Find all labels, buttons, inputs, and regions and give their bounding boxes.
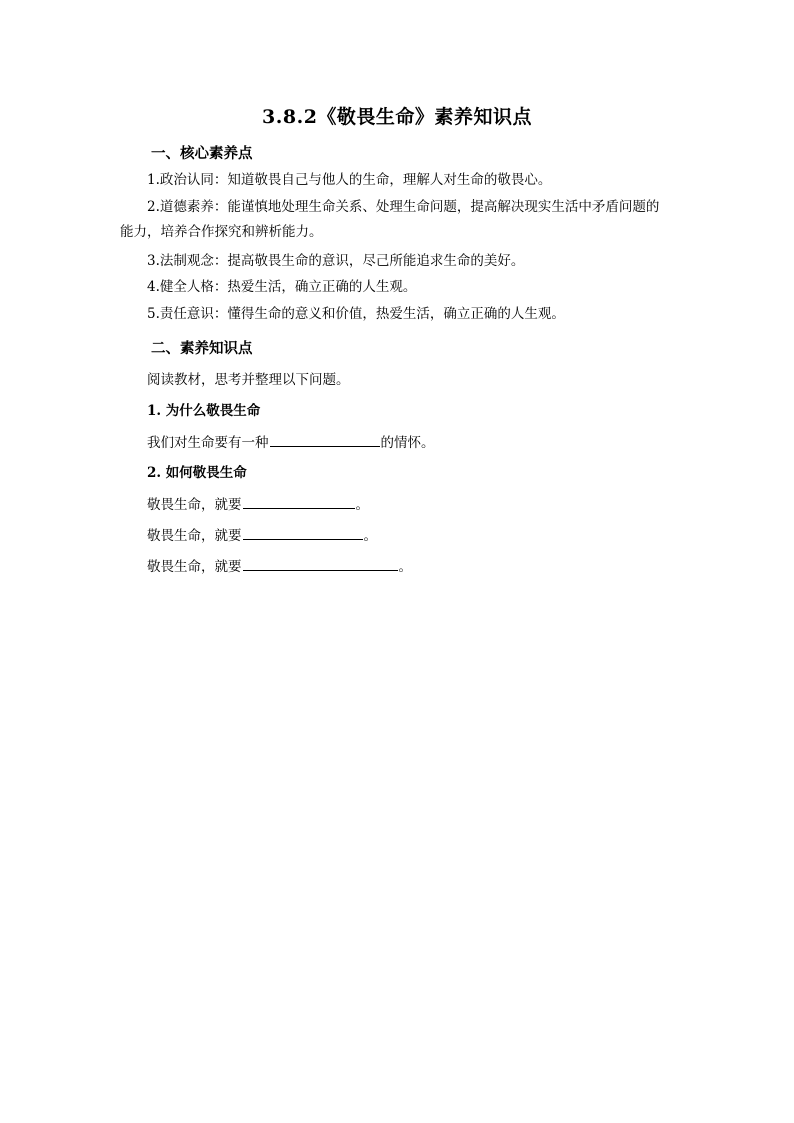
- question-heading-why: 1. 为什么敬畏生命: [147, 403, 261, 419]
- answer-blank[interactable]: [243, 525, 363, 540]
- fill-blank-suffix: 。: [363, 528, 377, 544]
- fill-blank-suffix: 。: [398, 559, 412, 575]
- answer-blank[interactable]: [243, 556, 398, 571]
- answer-blank[interactable]: [243, 494, 355, 509]
- literacy-item-moral: 2.道德素养：能谨慎地处理生命关系、处理生命问题，提高解决现实生活中矛盾问题的: [147, 199, 660, 215]
- fill-blank-line-how-1: [147, 494, 369, 515]
- section-heading-core-literacy: 一、核心素养点: [151, 145, 253, 162]
- section-heading-knowledge-points: 二、素养知识点: [151, 340, 253, 357]
- reading-instruction: 阅读教材，思考并整理以下问题。: [147, 372, 350, 388]
- fill-blank-suffix: 的情怀。: [380, 435, 435, 451]
- literacy-item-personality: 4.健全人格：热爱生活，确立正确的人生观。: [147, 279, 417, 295]
- fill-blank-line-how-2: [147, 525, 377, 546]
- answer-blank[interactable]: [270, 432, 380, 447]
- literacy-item-moral-continued: 能力，培养合作探究和辨析能力。: [120, 224, 323, 240]
- literacy-item-responsibility: 5.责任意识：懂得生命的意义和价值，热爱生活，确立正确的人生观。: [147, 306, 565, 322]
- fill-blank-line-why: [147, 432, 435, 453]
- fill-blank-line-how-3: [147, 556, 412, 577]
- page-title: 3.8.2《敬畏生命》素养知识点: [262, 106, 532, 128]
- fill-blank-prefix: 我们对生命要有一种: [147, 435, 269, 451]
- literacy-item-legal: 3.法制观念：提高敬畏生命的意识，尽己所能追求生命的美好。: [147, 253, 525, 269]
- fill-blank-suffix: 。: [355, 497, 369, 513]
- fill-blank-prefix: 敬畏生命，就要: [147, 497, 242, 513]
- question-heading-how: 2. 如何敬畏生命: [147, 465, 247, 481]
- fill-blank-prefix: 敬畏生命，就要: [147, 528, 242, 544]
- fill-blank-prefix: 敬畏生命，就要: [147, 559, 242, 575]
- literacy-item-political: 1.政治认同：知道敬畏自己与他人的生命，理解人对生命的敬畏心。: [147, 172, 552, 188]
